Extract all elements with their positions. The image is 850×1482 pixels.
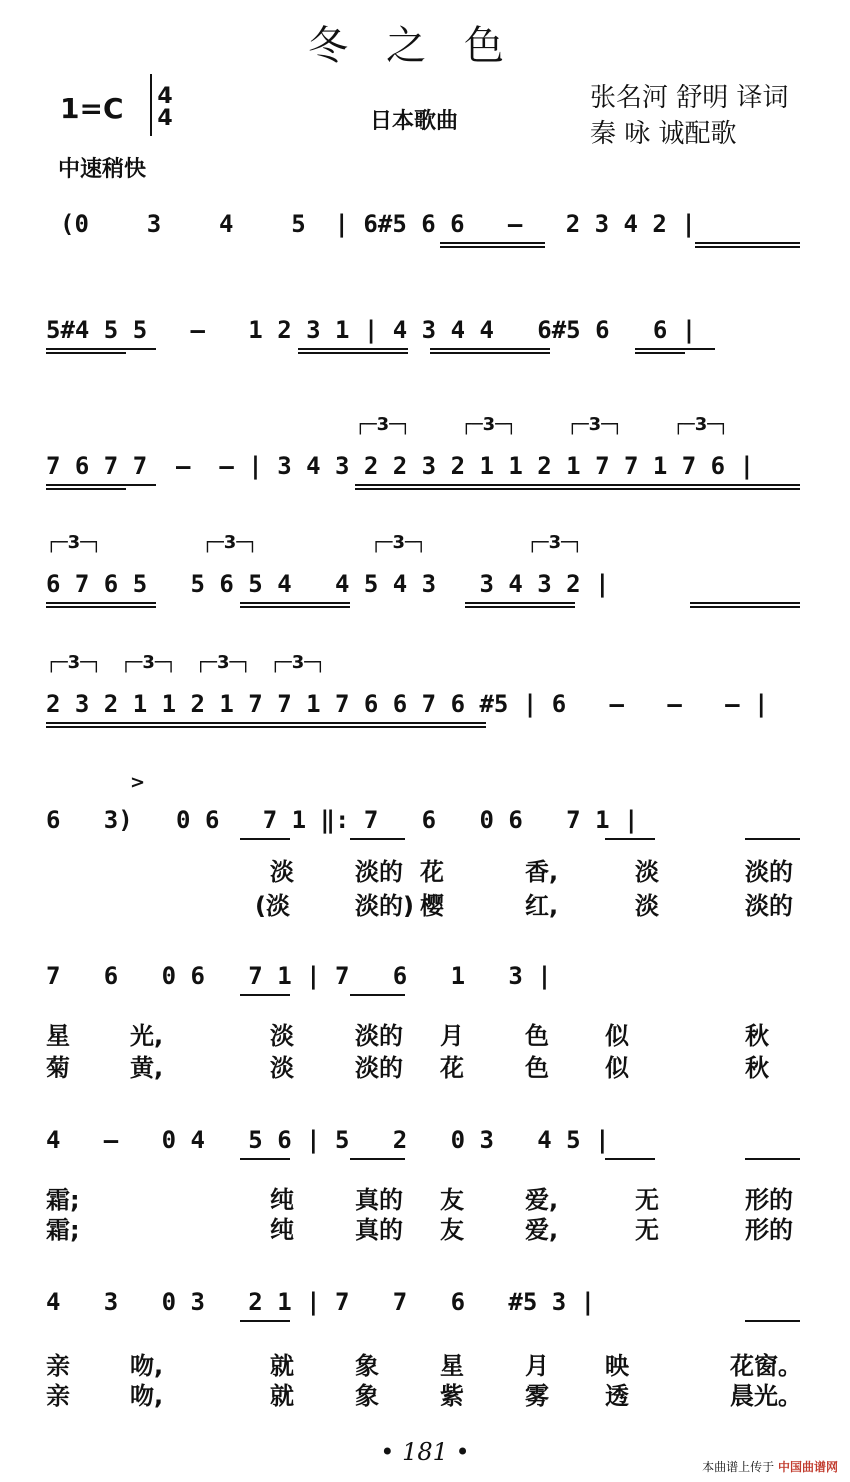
- page-number: • 181 •: [380, 1438, 470, 1466]
- notation-line-3: [0, 414, 850, 532]
- notation-line-5: [0, 652, 850, 770]
- song-origin: 日本歌曲: [370, 109, 459, 134]
- notation-line-7: [0, 962, 850, 1042]
- notes: 7 6 7 7 — — | 3 4 3 2 2 3 2 1 1 2 1 7 7 1 7 6 |: [46, 452, 755, 480]
- source-site: 中国曲谱网: [777, 1460, 838, 1474]
- notes: 4 — 0 4 5 6 | 5 2 0 3 4 5 |: [46, 1126, 610, 1154]
- time-sig-bottom: 4: [157, 106, 173, 131]
- notes: (0 3 4 5 | 6#5 6 6 — 2 3 4 2 |: [60, 210, 696, 238]
- key-signature: 1=C: [60, 92, 124, 125]
- notes: 5#4 5 5 — 1 2 3 1 | 4 3 4 4 6#5 6 6 |: [46, 316, 697, 344]
- time-signature: [150, 86, 180, 130]
- credit-arrangement: 秦 咏 诚配歌: [590, 119, 737, 149]
- notes: 2 3 2 1 1 2 1 7 7 1 7 6 6 7 6 #5 | 6 — — — |: [46, 690, 769, 718]
- notation-line-9: [0, 1288, 850, 1368]
- triplet-marks: ┌─3─┐ ┌─3─┐ ┌─3─┐ ┌─3─┐: [355, 414, 729, 435]
- song-title: 冬之色: [308, 23, 542, 69]
- accent-mark: >: [130, 772, 146, 793]
- notes: 6 3) 0 6 7 1 ‖: 7 6 0 6 7 1 |: [46, 806, 639, 834]
- source-watermark: [702, 1458, 838, 1475]
- triplet-marks: ┌─3─┐ ┌─3─┐ ┌─3─┐ ┌─3─┐: [46, 652, 326, 673]
- notation-line-8: [0, 1126, 850, 1206]
- notation-line-1: [0, 210, 850, 290]
- notation-line-2: [0, 316, 850, 396]
- credit-lyrics: 张名河 舒明 译词: [590, 83, 789, 113]
- time-sig-top: 4: [157, 84, 173, 109]
- notes: 4 3 0 3 2 1 | 7 7 6 #5 3 |: [46, 1288, 596, 1316]
- notation-line-4: [0, 532, 850, 650]
- tempo-marking: 中速稍快: [58, 157, 147, 182]
- source-prefix: 本曲谱上传于: [702, 1460, 775, 1474]
- notes: 7 6 0 6 7 1 | 7 6 1 3 |: [46, 962, 552, 990]
- triplet-marks: ┌─3─┐ ┌─3─┐ ┌─3─┐ ┌─3─┐: [46, 532, 583, 553]
- notes: 6 7 6 5 5 6 5 4 4 5 4 3 3 4 3 2 |: [46, 570, 610, 598]
- credits: [590, 80, 789, 152]
